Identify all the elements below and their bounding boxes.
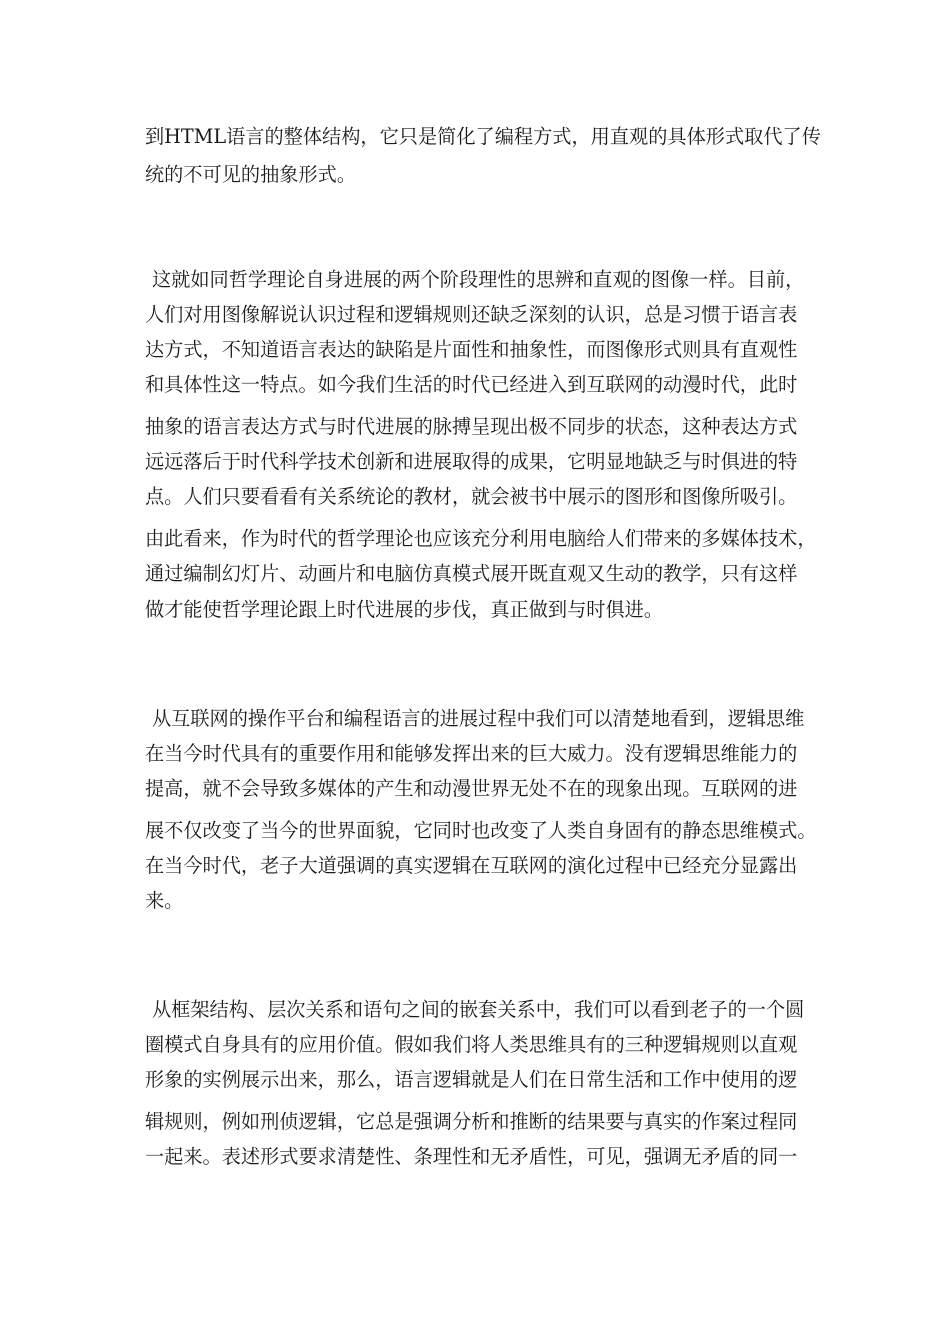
text-line: 来。 [145,889,184,912]
text-line: 展不仅改变了当今的世界面貌，它同时也改变了人类自身固有的静态思维模式。 [145,819,817,842]
text-line: 由此看来，作为时代的哲学理论也应该充分利用电脑给人们带来的多媒体技术， [145,527,817,550]
text-line: 在当今时代具有的重要作用和能够发挥出来的巨大威力。没有逻辑思维能力的 [145,742,798,765]
text-line: 一起来。表述形式要求清楚性、条理性和无矛盾性，可见，强调无矛盾的同一 [145,1145,798,1168]
text-line: 统的不可见的抽象形式。 [145,163,357,186]
text-line: 达方式，不知道语言表达的缺陷是片面性和抽象性，而图像形式则具有直观性 [145,338,798,361]
text-line: 辑规则，例如刑侦逻辑，它总是强调分析和推断的结果要与真实的作案过程同 [145,1110,798,1133]
text-line: 抽象的语言表达方式与时代进展的脉搏呈现出极不同步的状态，这种表达方式 [145,415,798,438]
text-line: 和具体性这一特点。如今我们生活的时代已经进入到互联网的动漫时代，此时 [145,373,798,396]
text-line: 做才能使哲学理论跟上时代进展的步伐，真正做到与时俱进。 [145,598,664,621]
text-line: 从框架结构、层次关系和语句之间的嵌套关系中，我们可以看到老子的一个圆 [152,998,805,1021]
text-line: 通过编制幻灯片、动画片和电脑仿真模式展开既直观又生动的教学，只有这样 [145,562,798,585]
text-line: 这就如同哲学理论自身进展的两个阶段理性的思辨和直观的图像一样。目前， [152,268,805,291]
text-line: 提高，就不会导致多媒体的产生和动漫世界无处不在的现象出现。互联网的进 [145,777,798,800]
text-line: 从互联网的操作平台和编程语言的进展过程中我们可以清楚地看到，逻辑思维 [152,707,805,730]
text-line: 人们对用图像解说认识过程和逻辑规则还缺乏深刻的认识，总是习惯于语言表 [145,303,798,326]
text-line: 点。人们只要看看有关系统论的教材，就会被书中展示的图形和图像所吸引。 [145,485,798,508]
text-line: 到HTML语言的整体结构，它只是简化了编程方式，用直观的具体形式取代了传 [145,125,821,148]
text-line: 远远落后于时代科学技术创新和进展取得的成果，它明显地缺乏与时俱进的特 [145,450,798,473]
text-line: 在当今时代，老子大道强调的真实逻辑在互联网的演化过程中已经充分显露出 [145,854,798,877]
text-line: 圈模式自身具有的应用价值。假如我们将人类思维具有的三种逻辑规则以直观 [145,1033,798,1056]
text-line: 形象的实例展示出来，那么，语言逻辑就是人们在日常生活和工作中使用的逻 [145,1068,798,1091]
